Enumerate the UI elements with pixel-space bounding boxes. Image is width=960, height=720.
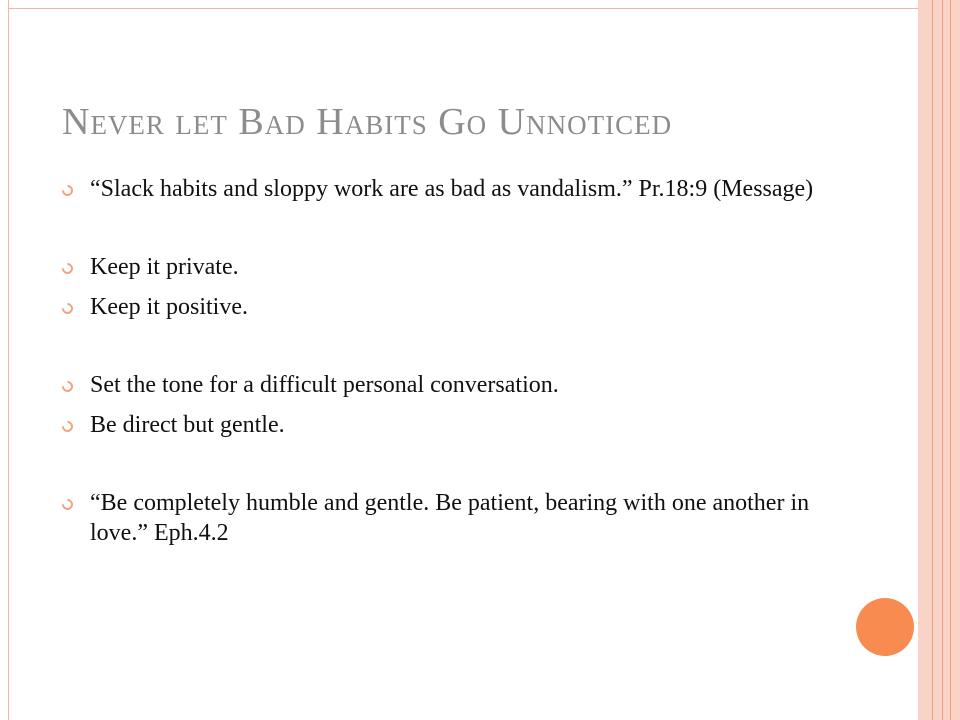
bullet-item: [62, 252, 862, 282]
bullet-icon: [60, 301, 76, 317]
slide-side-decoration: [918, 0, 960, 720]
slide-title: Never let Bad Habits Go Unnoticed: [62, 101, 673, 143]
bullet-text: Keep it private.: [90, 254, 239, 280]
side-stripe: [942, 0, 943, 720]
bullet-icon: [60, 261, 76, 277]
slide-frame-left-line: [8, 0, 9, 720]
bullet-item: [62, 370, 862, 400]
side-stripe: [932, 0, 933, 720]
accent-circle: [856, 598, 914, 656]
bullet-item: [62, 292, 862, 322]
bullet-item: [62, 410, 862, 440]
bullet-text: Set the tone for a difficult personal conversation.: [90, 372, 559, 398]
bullet-text: Be direct but gentle.: [90, 412, 285, 438]
bullet-list: [62, 174, 862, 558]
bullet-item: [62, 488, 862, 548]
bullet-text: “Be completely humble and gentle. Be patient, bearing with one another in love.” Eph.4.2: [90, 490, 810, 546]
bullet-icon: [60, 379, 76, 395]
bullet-text: “Slack habits and sloppy work are as bad as vandalism.” Pr.18:9 (Message): [90, 176, 814, 202]
bullet-item: [62, 174, 862, 204]
bullet-icon: [60, 419, 76, 435]
slide-frame-top-line: [8, 8, 918, 9]
bullet-text: Keep it positive.: [90, 294, 248, 320]
side-stripe: [950, 0, 951, 720]
bullet-icon: [60, 183, 76, 199]
bullet-icon: [60, 497, 76, 513]
